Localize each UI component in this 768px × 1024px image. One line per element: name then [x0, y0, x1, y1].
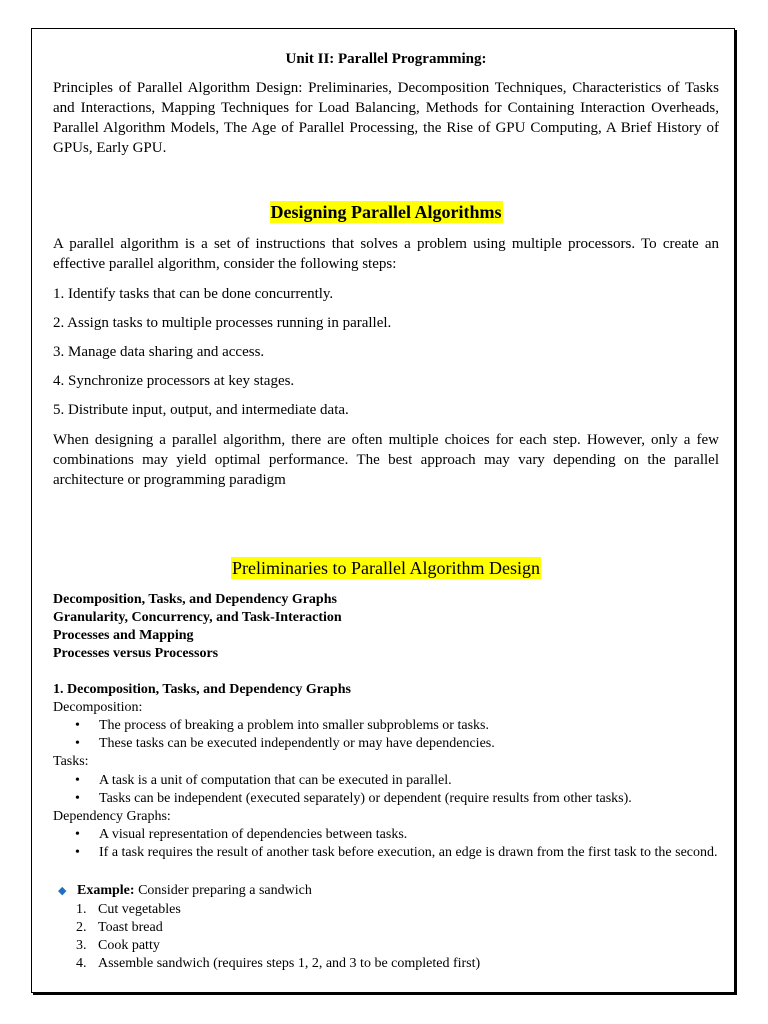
preliminaries-heading	[53, 556, 719, 580]
design-step: 1. Identify tasks that can be done concurrently.	[53, 286, 334, 302]
design-step: 4. Synchronize processors at key stages.	[53, 373, 295, 389]
list-item: • The process of breaking a problem into smaller subproblems or tasks.	[75, 718, 489, 733]
design-closing-paragraph: When designing a parallel algorithm, there are often multiple choices for each step. However, only a few combinations may yield optimal performance. The best approach may vary depending on the parallel architecture or programming paradigm	[53, 432, 719, 488]
list-item: • These tasks can be executed independently or may have dependencies.	[75, 736, 495, 751]
bullet-icon: •	[75, 773, 80, 788]
list-item: • A visual representation of dependencies between tasks.	[75, 827, 408, 842]
decomposition-label: Decomposition:	[53, 700, 143, 715]
example-text: Consider preparing a sandwich	[134, 883, 312, 898]
topic-line: Processes and Mapping	[53, 628, 194, 643]
designing-heading-text: Designing Parallel Algorithms	[270, 202, 502, 222]
preliminaries-heading-text: Preliminaries to Parallel Algorithm Design	[232, 558, 540, 578]
topic-line: Processes versus Processors	[53, 646, 219, 661]
intro-paragraph: Principles of Parallel Algorithm Design: Preliminaries, Decomposition Techniques, Characteristics of Tasks and Interactions, Mapping Techniques for Load Balancing, Methods for Containing Interaction Overheads, Parallel Algorithm Models, The Age of Parallel Processing, the Rise of GPU Computing, A Brief History of GPUs, Early GPU.	[53, 80, 719, 156]
example-step: 2. Toast bread	[76, 920, 163, 935]
bullet-icon: •	[75, 791, 80, 806]
list-item: • Tasks can be independent (executed separately) or dependent (require results from other tasks).	[75, 791, 632, 806]
example-step: 1. Cut vegetables	[76, 902, 181, 917]
design-step: 2. Assign tasks to multiple processes running in parallel.	[53, 315, 392, 331]
example-step: 3. Cook patty	[76, 938, 160, 953]
tasks-label: Tasks:	[53, 754, 89, 769]
section-title: 1. Decomposition, Tasks, and Dependency Graphs	[53, 682, 351, 697]
design-step: 5. Distribute input, output, and intermediate data.	[53, 402, 349, 418]
example-line	[58, 882, 312, 900]
bullet-icon: •	[75, 736, 80, 751]
list-item: • If a task requires the result of another task before execution, an edge is drawn from the first task to the second.	[75, 845, 718, 860]
bullet-icon: •	[75, 718, 80, 733]
example-label: Example:	[77, 883, 135, 898]
bullet-icon: •	[75, 845, 80, 860]
example-step: 4. Assemble sandwich (requires steps 1, 2, and 3 to be completed first)	[76, 956, 481, 971]
unit-title: Unit II: Parallel Programming:	[285, 51, 487, 67]
topic-line: Granularity, Concurrency, and Task-Interaction	[53, 610, 342, 625]
diamond-bullet-icon: ◆	[58, 885, 67, 897]
design-paragraph: A parallel algorithm is a set of instructions that solves a problem using multiple processors. To create an effective parallel algorithm, consider the following steps:	[53, 236, 719, 272]
topic-line: Decomposition, Tasks, and Dependency Graphs	[53, 592, 337, 607]
dependency-graphs-label: Dependency Graphs:	[53, 809, 171, 824]
bullet-icon: •	[75, 827, 80, 842]
design-step: 3. Manage data sharing and access.	[53, 344, 265, 360]
list-item: • A task is a unit of computation that can be executed in parallel.	[75, 773, 452, 788]
designing-heading	[53, 200, 719, 224]
